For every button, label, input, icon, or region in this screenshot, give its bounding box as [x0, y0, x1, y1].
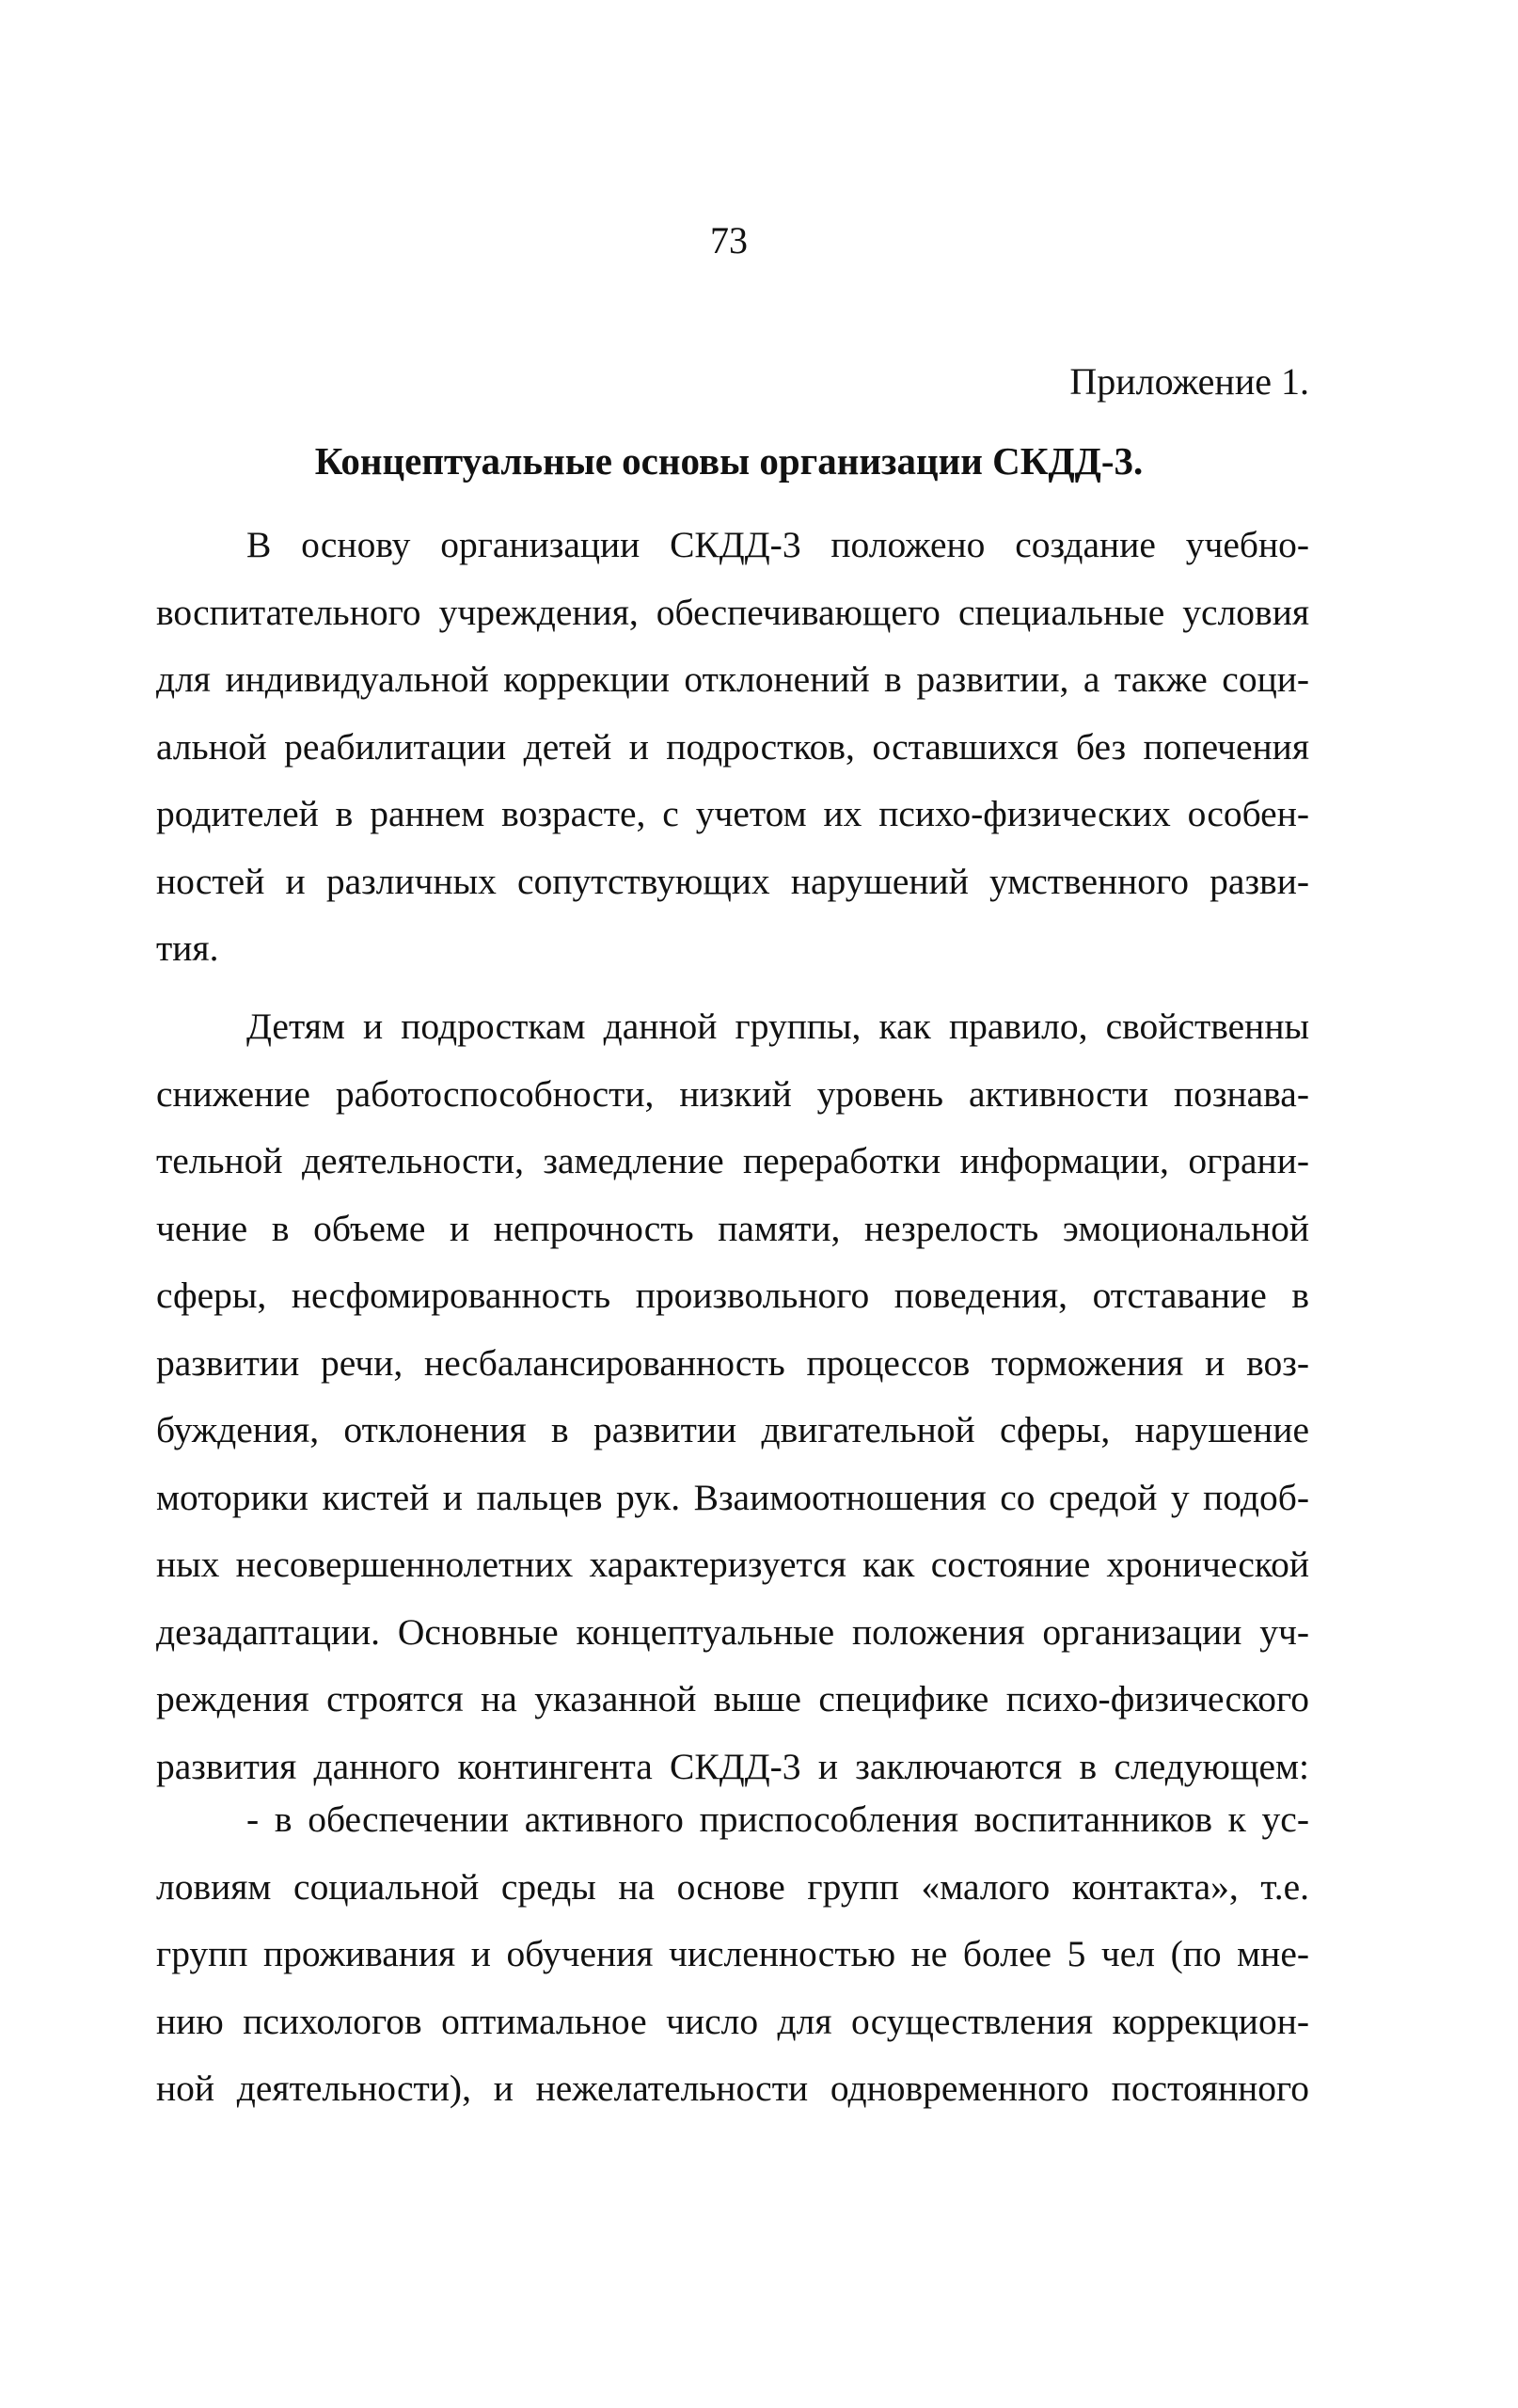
text-line: дезадаптации. Основные концептуальные положения организации уч-: [156, 1610, 1309, 1653]
text-line: тия.: [156, 927, 219, 969]
text-line: В основу организации СКДД-3 положено создание учебно-: [246, 524, 1309, 565]
appendix-label: Приложение 1.: [1069, 360, 1309, 403]
text-line: реждения строятся на указанной выше специфике психо-физического: [156, 1678, 1309, 1719]
text-line: буждения, отклонения в развитии двигательной сферы, нарушение: [156, 1409, 1309, 1450]
text-line: снижение работоспособности, низкий уровень активности познава-: [156, 1072, 1309, 1115]
text-line: альной реабилитации детей и подростков, оставшихся без попечения: [156, 725, 1309, 768]
text-line: ных несовершеннолетних характеризуется как состояние хронической: [156, 1544, 1309, 1585]
paragraph-3: [156, 1786, 1309, 2123]
text-line: - в обеспечении активного приспособления воспитанников к ус-: [246, 1798, 1309, 1840]
text-line: Детям и подросткам данной группы, как правило, свойственны: [246, 1006, 1309, 1047]
text-line: сферы, несфомированность произвольного поведения, отставание в: [156, 1275, 1309, 1316]
text-line: тельной деятельности, замедление переработки информации, ограни-: [156, 1140, 1309, 1181]
text-line: нию психологов оптимальное число для осуществления коррекцион-: [156, 2000, 1309, 2042]
paragraph-1: [156, 512, 1309, 983]
page-number: 73: [710, 219, 748, 261]
text-line: воспитательного учреждения, обеспечивающего специальные условия: [156, 591, 1309, 633]
text-line: ловиям социальной среды на основе групп «малого контакта», т.е.: [156, 1865, 1309, 1908]
text-line: родителей в раннем возрасте, с учетом их психо-физических особен-: [156, 793, 1309, 834]
text-line: моторики кистей и пальцев рук. Взаимоотношения со средой у подоб-: [156, 1476, 1309, 1518]
text-line: чение в объеме и непрочность памяти, незрелость эмоциональной: [156, 1207, 1309, 1249]
text-line: групп проживания и обучения численностью не более 5 чел (по мне-: [156, 1933, 1309, 1974]
text-line: для индивидуальной коррекции отклонений в развитии, а также соци-: [156, 658, 1309, 700]
text-line: ной деятельности), и нежелательности одновременного постоянного: [156, 2067, 1309, 2109]
paragraph-2: [156, 993, 1309, 1800]
text-line: развитии речи, несбалансированность процессов торможения и воз-: [156, 1341, 1309, 1384]
text-line: ностей и различных сопутствующих нарушений умственного разви-: [156, 860, 1309, 902]
text-line: развития данного контингента СКДД-3 и заключаются в следующем:: [156, 1745, 1309, 1787]
document-title: Концептуальные основы организации СКДД-3.: [314, 439, 1144, 483]
